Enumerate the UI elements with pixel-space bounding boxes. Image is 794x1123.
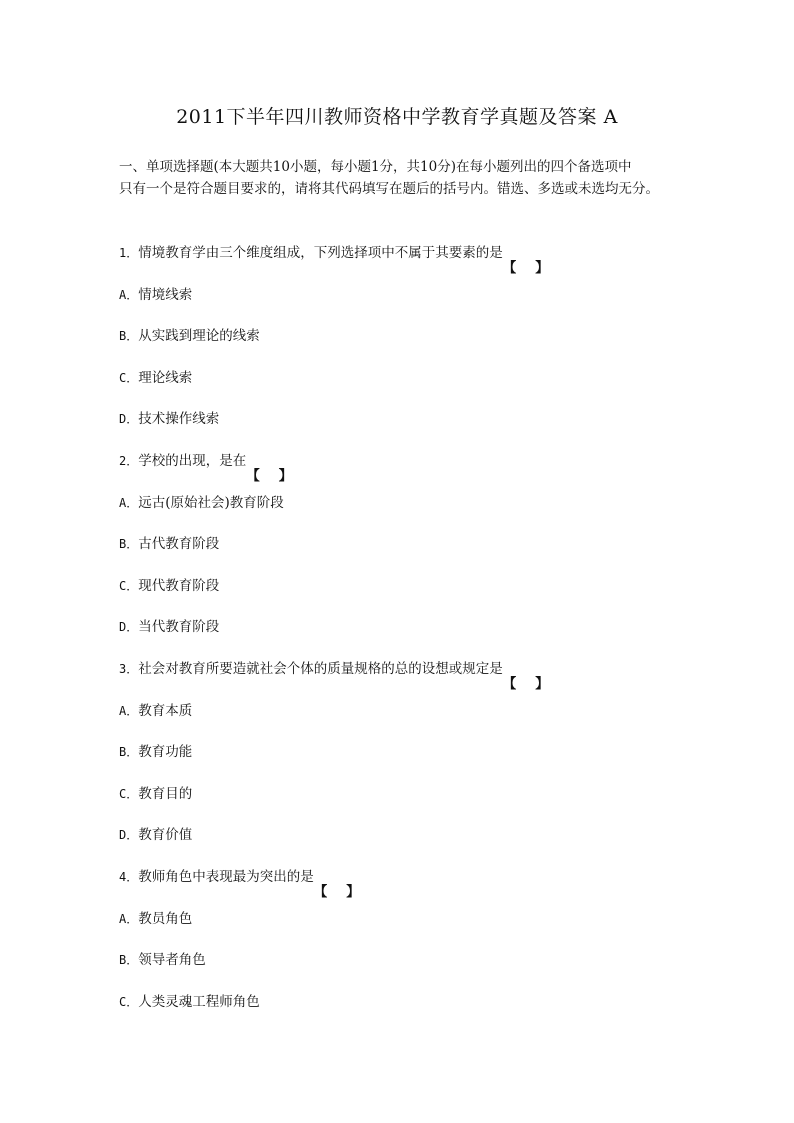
option-letter: A．: [119, 287, 139, 302]
bracket-open: 【: [313, 883, 328, 900]
question-number: 4．: [119, 869, 139, 884]
section-intro: [119, 156, 689, 200]
option-text: 从实践到理论的线索: [138, 328, 260, 345]
question-stem: [119, 658, 679, 700]
answer-option: [119, 533, 679, 575]
question-number: 1．: [119, 246, 139, 260]
option-letter: C．: [119, 994, 139, 1009]
document-title: 2011下半年四川教师资格中学教育学真题及答案 A: [176, 106, 618, 128]
answer-option: [119, 908, 679, 950]
option-letter: A．: [119, 703, 139, 718]
question-stem: [119, 866, 679, 908]
question-number: 2．: [119, 453, 139, 468]
option-text: 教育本质: [138, 702, 193, 719]
question-text: 教师角色中表现最为突出的是: [138, 868, 314, 885]
answer-option: [119, 575, 679, 617]
answer-option: [119, 616, 679, 658]
bracket-open: 【: [502, 675, 517, 692]
option-text: 古代教育阶段: [138, 536, 220, 553]
answer-option: [119, 408, 679, 450]
intro-line: 只有一个是符合题目要求的，请将其代码填写在题后的括号内。错选、多选或未选均无分。: [119, 181, 659, 197]
question-text: 情境教育学由三个维度组成，下列选择项中不属于其要素的是: [138, 245, 503, 261]
option-text: 人类灵魂工程师角色: [138, 993, 260, 1010]
question-stem: [119, 450, 679, 492]
option-letter: B．: [119, 745, 139, 760]
question-stem: [119, 242, 679, 284]
answer-option: [119, 741, 679, 783]
option-text: 教育目的: [138, 785, 193, 802]
option-letter: C．: [119, 370, 139, 385]
answer-option: [119, 492, 679, 534]
option-text: 当代教育阶段: [138, 619, 220, 636]
option-text: 教育价值: [138, 827, 193, 844]
option-text: 技术操作线索: [138, 411, 220, 428]
option-letter: A．: [119, 911, 139, 926]
bracket-close: 】: [346, 883, 360, 900]
bracket-open: 【: [246, 467, 260, 484]
option-letter: C．: [119, 578, 139, 593]
answer-option: [119, 824, 679, 866]
option-text: 情境线索: [138, 286, 193, 303]
question-text: 学校的出现，是在: [138, 452, 247, 469]
option-letter: B．: [119, 953, 139, 968]
answer-option: [119, 949, 679, 991]
intro-line: 一、单项选择题(本大题共10小题，每小题1分，共10分)在每小题列出的四个备选项中: [119, 159, 632, 175]
answer-option: [119, 325, 679, 367]
option-text: 现代教育阶段: [138, 577, 220, 594]
question-text: 社会对教育所要造就社会个体的质量规格的总的设想或规定是: [138, 660, 503, 677]
question-number: 3．: [119, 661, 139, 676]
option-text: 理论线索: [138, 369, 193, 386]
option-letter: D．: [119, 412, 139, 427]
answer-option: [119, 991, 679, 1033]
option-letter: C．: [119, 786, 139, 801]
option-letter: D．: [119, 828, 139, 843]
bracket-close: 】: [535, 260, 549, 276]
bracket-close: 】: [535, 675, 549, 692]
option-letter: A．: [119, 495, 139, 510]
answer-option: [119, 367, 679, 409]
question-list: [119, 242, 679, 1032]
bracket-open: 【: [502, 260, 517, 276]
option-text: 教育功能: [138, 744, 193, 761]
option-letter: B．: [119, 329, 139, 344]
bracket-close: 】: [278, 467, 293, 484]
answer-option: [119, 783, 679, 825]
option-text: 领导者角色: [138, 952, 206, 969]
answer-option: [119, 284, 679, 326]
answer-option: [119, 700, 679, 742]
option-letter: D．: [119, 620, 139, 635]
option-text: 远古(原始社会)教育阶段: [138, 494, 284, 511]
option-text: 教员角色: [138, 910, 193, 927]
option-letter: B．: [119, 537, 139, 552]
